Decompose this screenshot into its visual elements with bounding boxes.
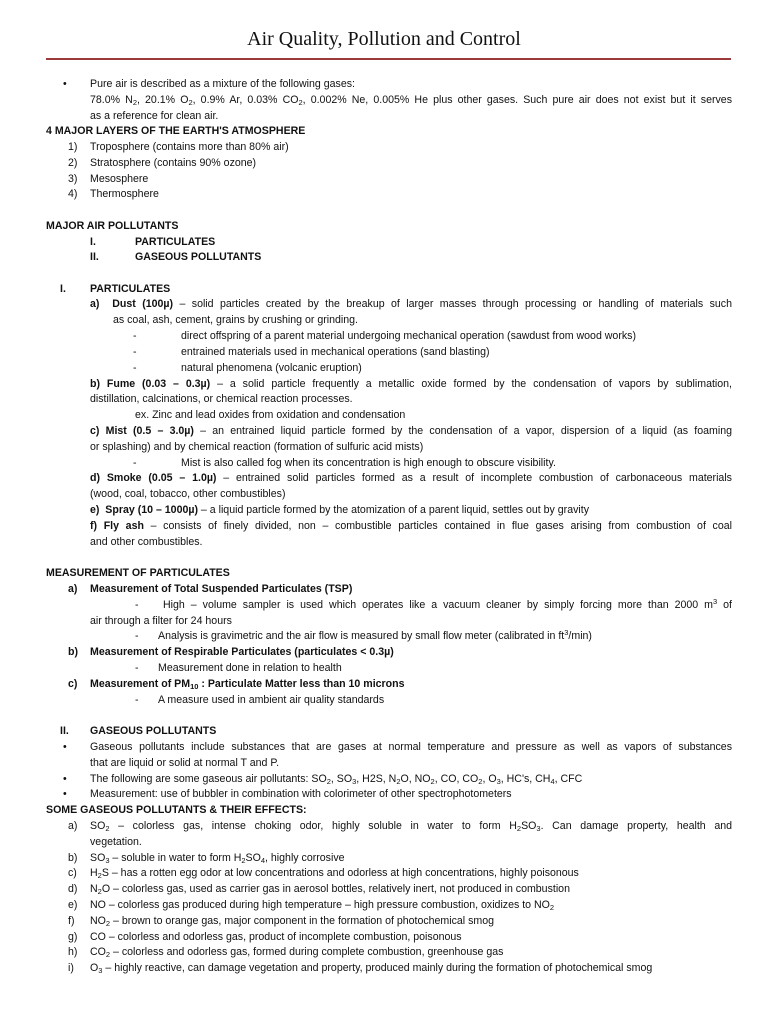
text-line-l84: i) xyxy=(68,962,74,974)
page-title: Air Quality, Pollution and Control xyxy=(247,28,521,50)
text-line-l49: b) xyxy=(68,646,78,658)
text-line-l03: 78.0% $N_2$, 20.1% $O_2$, 0.9% Ar, 0.03% $CO_2$, 0.002% Ne, 0.005% He plus other gases. Such pure air does not exist but it serves xyxy=(90,94,732,107)
text-line-l18: GASEOUS POLLUTANTS xyxy=(135,251,262,263)
text-line-l31: ex. Zinc and lead oxides from oxidation and condensation xyxy=(135,409,406,421)
text-line-l44: - xyxy=(135,599,139,611)
text-line-l58: GASEOUS POLLUTANTS xyxy=(90,725,217,737)
text-line-l23: - xyxy=(133,330,137,342)
text-line-l55: - xyxy=(135,694,139,706)
text-line-l08: 2) xyxy=(68,157,78,169)
text-line-l07: Troposphere (contains more than 80% air) xyxy=(90,141,289,153)
text-line-l78: f) xyxy=(68,915,75,927)
text-line-l24: direct offspring of a parent material undergoing mechanical operation (sawdust from wood works) xyxy=(181,330,636,342)
text-line-l56: A measure used in ambient air quality standards xyxy=(158,694,385,706)
text-line-l50: Measurement of Respirable Particulates (particulates < 0.3µ) xyxy=(90,646,394,658)
text-line-l39: f) Fly ash – consists of finely divided, non – combustible particles contained in flue gases arising from combustion of coal xyxy=(90,520,732,532)
text-line-l76: e) xyxy=(68,899,78,911)
title-divider xyxy=(46,58,731,60)
text-line-l61: that are liquid or solid at normal T and P. xyxy=(90,757,280,769)
text-line-l79: $NO_2$ – brown to orange gas, major component in the formation of photochemical smog xyxy=(90,915,495,928)
text-line-l17: II. xyxy=(90,251,99,263)
text-line-l20: PARTICULATES xyxy=(90,283,171,295)
text-line-l42: a) xyxy=(68,583,78,595)
text-line-l65: Measurement: use of bubbler in combination with colorimeter of other spectrophotometers xyxy=(90,788,512,800)
text-line-l43: Measurement of Total Suspended Particulates (TSP) xyxy=(90,583,353,595)
text-line-l28: natural phenomena (volcanic eruption) xyxy=(181,362,362,374)
text-line-l36: d) Smoke (0.05 – 1.0µ) – entrained solid particles formed as a result of incomplete combustion of carbonaceous materials xyxy=(90,472,732,484)
text-line-l46: air through a filter for 24 hours xyxy=(90,615,232,627)
text-line-l60: Gaseous pollutants include substances that are gases at normal temperature and pressure as well as vapors of substances xyxy=(90,741,732,753)
text-line-l11: Mesosphere xyxy=(90,173,149,185)
text-line-l73: $H_2S$ – has a rotten egg odor at low concentrations and odorless at high concentrations, highly poisonous xyxy=(90,867,579,880)
text-line-l45: High – volume sampler is used which operates like a vacuum cleaner by simply forcing more than 2000 $m^3$ of xyxy=(163,598,732,611)
text-line-l54: Measurement of $PM_{10}$ : Particulate Matter less than 10 microns xyxy=(90,678,405,691)
text-line-l41: MEASUREMENT OF PARTICULATES xyxy=(46,567,230,579)
text-line-l02: Pure air is described as a mixture of the following gases: xyxy=(90,78,355,90)
text-line-l29: b) Fume (0.03 – 0.3µ) – a solid particle frequently a metallic oxide formed by the condensation of vapors by sublimation, xyxy=(90,378,732,390)
text-line-l10: 3) xyxy=(68,173,78,185)
text-line-l04: as a reference for clean air. xyxy=(90,110,219,122)
text-line-l06: 1) xyxy=(68,141,78,153)
text-line-l25: - xyxy=(133,346,137,358)
text-line-l59: • xyxy=(63,741,67,753)
text-line-l47: - xyxy=(135,630,139,642)
text-line-l77: NO – colorless gas produced during high temperature – high pressure combustion, oxidizes to $NO_2$ xyxy=(90,899,555,912)
text-line-l71: $SO_3$ – soluble in water to form $H_2SO_4$, highly corrosive xyxy=(90,852,345,865)
text-line-l21: a) Dust (100µ) – solid particles created by the breakup of larger masses through processing or handling of materials such xyxy=(90,298,732,310)
text-line-l33: or splashing) and by chemical reaction (formation of sulfuric acid mists) xyxy=(90,441,424,453)
text-line-l05: 4 MAJOR LAYERS OF THE EARTH'S ATMOSPHERE xyxy=(46,125,306,137)
text-line-l26: entrained materials used in mechanical operations (sand blasting) xyxy=(181,346,490,358)
text-line-l72: c) xyxy=(68,867,77,879)
text-line-l14: MAJOR AIR POLLUTANTS xyxy=(46,220,179,232)
text-line-l67: a) xyxy=(68,820,78,832)
text-line-l01: • xyxy=(63,78,67,90)
text-line-l66: SOME GASEOUS POLLUTANTS & THEIR EFFECTS: xyxy=(46,804,307,816)
text-line-l12: 4) xyxy=(68,188,78,200)
text-line-l34: - xyxy=(133,457,137,469)
text-line-l40: and other combustibles. xyxy=(90,536,203,548)
text-line-l37: (wood, coal, tobacco, other combustibles) xyxy=(90,488,286,500)
text-line-l30: distillation, calcinations, or chemical reaction processes. xyxy=(90,393,353,405)
text-line-l53: c) xyxy=(68,678,78,690)
text-line-l19: I. xyxy=(60,283,66,295)
text-line-l52: Measurement done in relation to health xyxy=(158,662,342,674)
text-line-l15: I. xyxy=(90,236,96,248)
text-line-l80: g) xyxy=(68,931,78,943)
text-line-l64: • xyxy=(63,788,67,800)
text-line-l48: Analysis is gravimetric and the air flow is measured by small flow meter (calibrated in $ft^3/\min$) xyxy=(158,628,592,642)
text-line-l85: $O_3$ – highly reactive, can damage vegetation and property, produced mainly during the formation of photochemical smog xyxy=(90,962,653,975)
text-line-l75: $N_2O$ – colorless gas, used as carrier gas in aerosol bottles, relatively inert, not produced in combustion xyxy=(90,883,570,896)
text-line-l13: Thermosphere xyxy=(90,188,159,200)
text-line-l38: e) Spray (10 – 1000µ) – a liquid particle formed by the atomization of a parent liquid, settles out by gravity xyxy=(90,504,589,516)
text-line-l69: vegetation. xyxy=(90,836,142,848)
text-line-l63: The following are some gaseous air pollutants: $SO_2$, $SO_3$, H2S, $N_2O$, $NO_2$, CO, $CO_2$, $O_3$, HC's, $CH_4$, CFC xyxy=(90,773,583,786)
text-line-l16: PARTICULATES xyxy=(135,236,216,248)
text-line-l35: Mist is also called fog when its concentration is high enough to obscure visibility. xyxy=(181,457,556,469)
text-line-l09: Stratosphere (contains 90% ozone) xyxy=(90,157,257,169)
text-line-l82: h) xyxy=(68,946,78,958)
text-line-l51: - xyxy=(135,662,139,674)
text-line-l32: c) Mist (0.5 – 3.0µ) – an entrained liquid particle formed by the condensation of a vapor, dispersion of a liquid (as foaming xyxy=(90,425,732,437)
text-line-l62: • xyxy=(63,773,67,785)
text-line-l27: - xyxy=(133,362,137,374)
text-line-l70: b) xyxy=(68,852,78,864)
text-line-l57: II. xyxy=(60,725,69,737)
text-line-l74: d) xyxy=(68,883,78,895)
text-line-l22: as coal, ash, cement, grains by crushing or grinding. xyxy=(113,314,358,326)
text-line-l68: $SO_2$ – colorless gas, intense choking odor, highly soluble in water to form $H_2SO_3$. Can damage property, health and xyxy=(90,820,732,833)
text-line-l83: $CO_2$ – colorless and odorless gas, formed during complete combustion, greenhouse gas xyxy=(90,946,504,959)
text-line-l81: CO – colorless and odorless gas, product of incomplete combustion, poisonous xyxy=(90,931,462,943)
